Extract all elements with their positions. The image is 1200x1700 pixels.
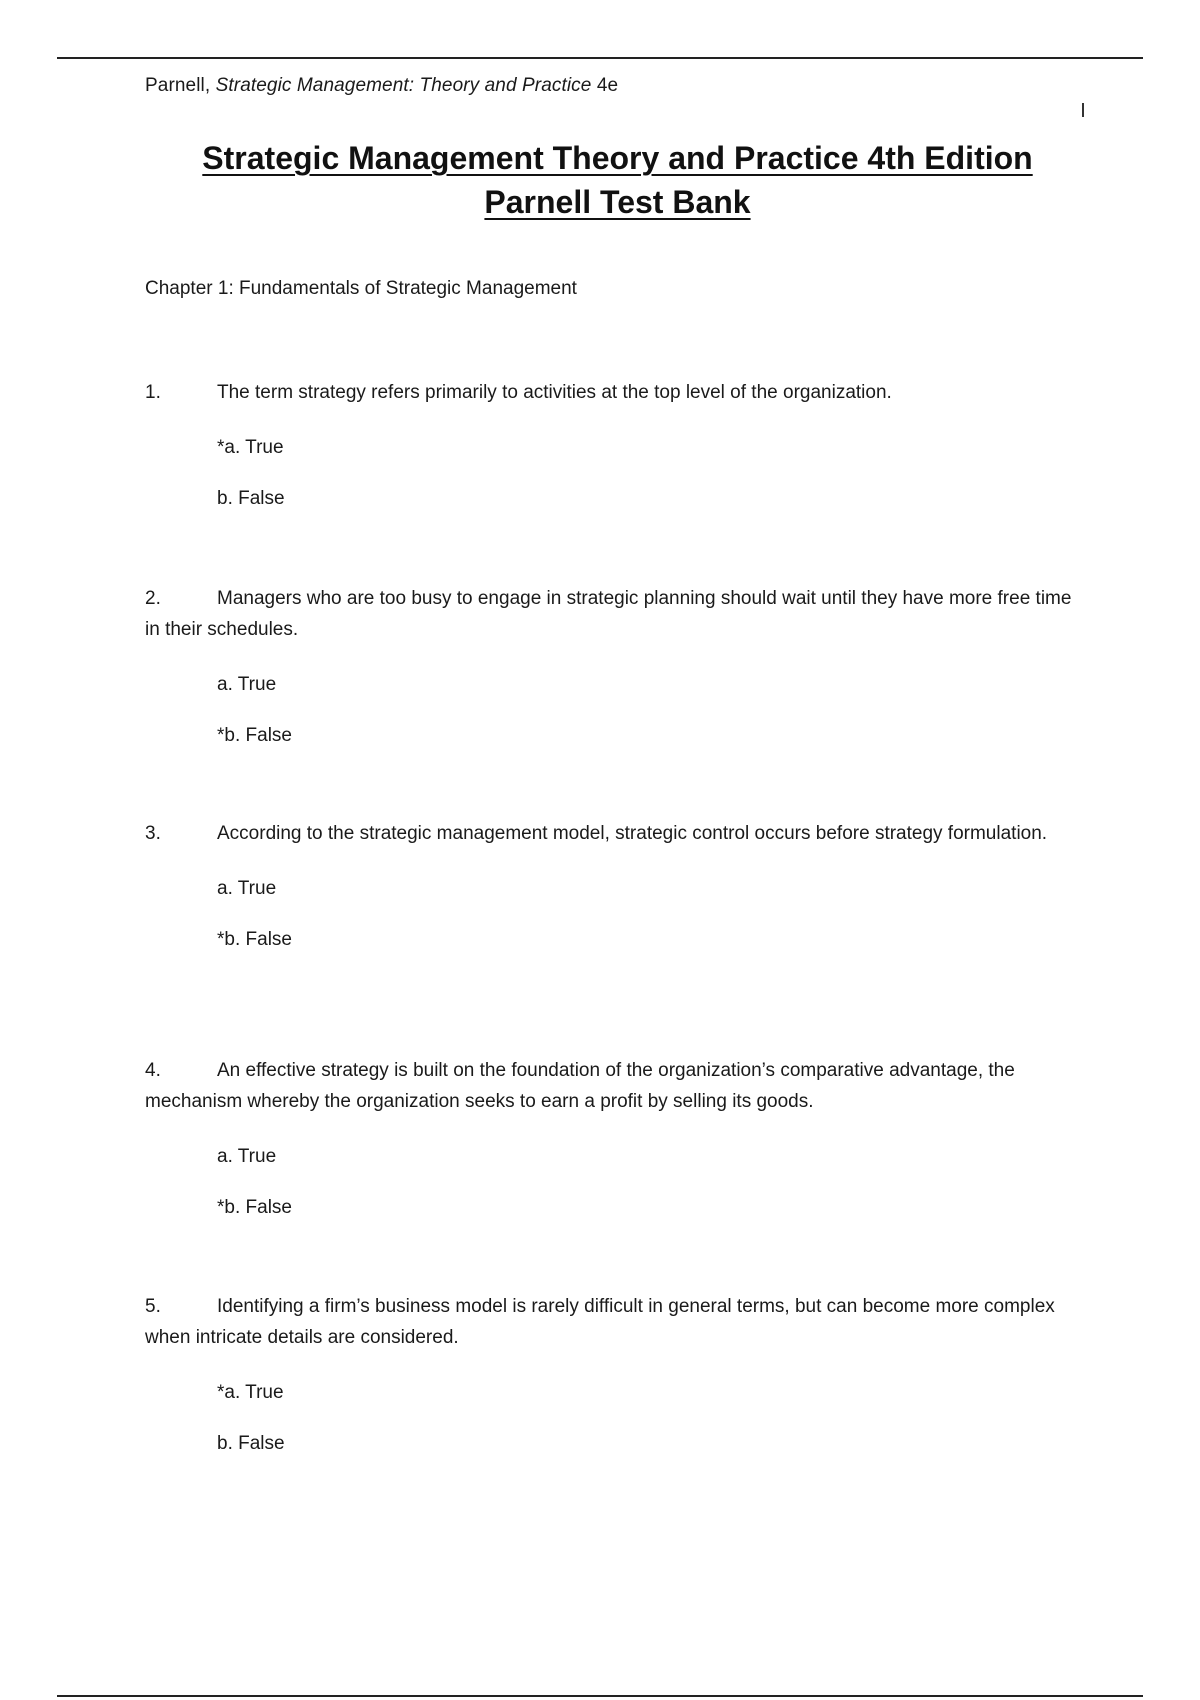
- question-text: [145, 583, 1090, 645]
- top-rule: [57, 57, 1143, 59]
- answer-option: a. True: [217, 878, 277, 899]
- question-stem: Identifying a firm’s business model is rarely difficult in general terms, but can become more complex when intricate details are considered.: [145, 1296, 1055, 1348]
- question-text: [145, 818, 1090, 849]
- question-number: 5.: [145, 1296, 161, 1317]
- answer-list: [145, 1383, 1090, 1454]
- question-text: [145, 1055, 1090, 1117]
- answer-option: a. True: [217, 674, 277, 695]
- question-number: 1.: [145, 382, 161, 403]
- answer-option: *b. False: [217, 1197, 292, 1218]
- answer-list: [145, 675, 1090, 746]
- bottom-rule: [57, 1695, 1143, 1697]
- header-edition: 4e: [591, 75, 619, 96]
- answer-list: [145, 438, 1090, 509]
- question-stem: Managers who are too busy to engage in strategic planning should wait until they have more free time in their schedules.: [145, 588, 1072, 640]
- question-number: 3.: [145, 823, 161, 844]
- question-stem: According to the strategic management model, strategic control occurs before strategy formulation.: [217, 823, 1048, 844]
- answer-option: a. True: [217, 1146, 277, 1167]
- answer-list: [145, 1147, 1090, 1218]
- answer-option: *b. False: [217, 725, 292, 746]
- question-text: [145, 377, 1090, 408]
- running-header: [145, 75, 618, 97]
- question-number: 2.: [145, 588, 161, 609]
- answer-option: b. False: [217, 1433, 285, 1454]
- header-author: Parnell,: [145, 75, 216, 96]
- header-book-title: Strategic Management: Theory and Practice: [215, 75, 592, 96]
- document-title: Strategic Management Theory and Practice 4th Edition Parnell Test Bank: [202, 140, 1033, 220]
- page-mark: [1082, 103, 1084, 117]
- chapter-heading: Chapter 1: Fundamentals of Strategic Management: [145, 278, 577, 299]
- question: [145, 1055, 1090, 1218]
- question: [145, 377, 1090, 509]
- question-number: 4.: [145, 1060, 161, 1081]
- answer-option: *a. True: [217, 1382, 284, 1403]
- question-stem: The term strategy refers primarily to activities at the top level of the organization.: [217, 382, 892, 403]
- question: [145, 1291, 1090, 1454]
- answer-option: *b. False: [217, 929, 292, 950]
- answer-list: [145, 879, 1090, 950]
- answer-option: *a. True: [217, 437, 284, 458]
- question: [145, 818, 1090, 950]
- question-stem: An effective strategy is built on the foundation of the organization’s comparative advantage, the mechanism whereby the organization seeks to earn a profit by selling its goods.: [145, 1060, 1015, 1112]
- question: [145, 583, 1090, 746]
- answer-option: b. False: [217, 488, 285, 509]
- question-text: [145, 1291, 1090, 1353]
